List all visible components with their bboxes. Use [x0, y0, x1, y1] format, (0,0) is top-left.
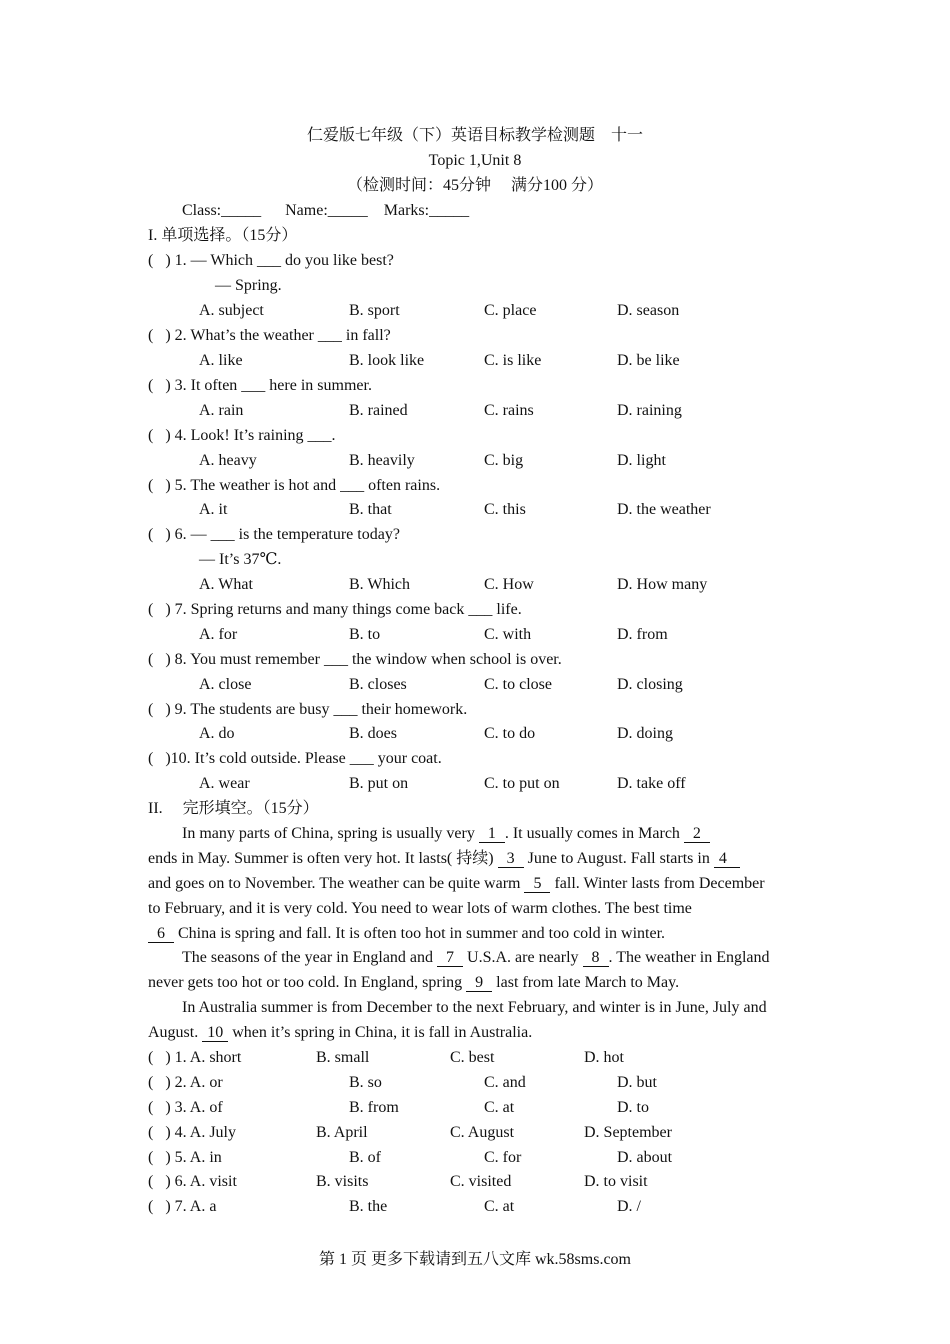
option-a: A. do	[199, 725, 235, 742]
passage-line	[148, 874, 765, 894]
passage-text: The seasons of the year in England and	[182, 949, 438, 966]
passage-text: U.S.A. are nearly	[463, 949, 583, 966]
passage-line	[182, 948, 770, 968]
option-a: A. What	[199, 576, 253, 593]
option-b: B. sport	[349, 302, 400, 319]
option-a: A. rain	[199, 402, 244, 419]
passage-text: ends in May. Summer is often very hot. It lasts( 持续)	[148, 850, 498, 867]
cloze-question-stem: ( ) 1. A. short	[148, 1049, 242, 1066]
option-c: C. this	[484, 501, 526, 518]
option-b: B. visits	[316, 1173, 369, 1190]
question-stem: ( ) 3. It often ___ here in summer.	[148, 377, 372, 394]
blank-7: 7	[437, 949, 463, 967]
passage-line	[148, 1023, 532, 1043]
option-c: C. for	[484, 1149, 522, 1166]
option-b: B. rained	[349, 402, 408, 419]
passage-text: . It usually comes in March	[504, 825, 684, 842]
blank-8: 8	[583, 949, 609, 967]
blank-9: 9	[466, 974, 492, 992]
cloze-question-stem: ( ) 5. A. in	[148, 1149, 222, 1166]
option-d: D. raining	[617, 402, 682, 419]
option-d: D. the weather	[617, 501, 711, 518]
student-info-line: Class:_____ Name:_____ Marks:_____	[182, 202, 470, 219]
option-d: D. about	[617, 1149, 673, 1166]
page-title: 仁爱版七年级（下）英语目标教学检测题 十一	[306, 127, 643, 144]
blank-3: 3	[498, 850, 524, 868]
passage-text: when it’s spring in China, it is fall in Australia.	[228, 1024, 533, 1041]
option-b: B. the	[349, 1198, 388, 1215]
question-stem: ( ) 4. Look! It’s raining ___.	[148, 427, 336, 444]
passage-line	[182, 824, 710, 844]
section1-heading: I. 单项选择。（15分）	[148, 227, 298, 244]
option-d: D. light	[617, 452, 666, 469]
option-d: D. be like	[617, 352, 680, 369]
option-a: A. for	[199, 626, 238, 643]
cloze-question-stem: ( ) 2. A. or	[148, 1074, 223, 1091]
option-b: B. heavily	[349, 452, 415, 469]
option-c: C. at	[484, 1198, 515, 1215]
cloze-question-stem: ( ) 3. A. of	[148, 1099, 223, 1116]
option-c: C. to close	[484, 676, 552, 693]
time-info: （检测时间：45分钟 满分100 分）	[346, 177, 603, 194]
option-d: D. September	[584, 1124, 672, 1141]
section2-heading: II. 完形填空。（15分）	[148, 800, 319, 817]
passage-text: In many parts of China, spring is usually very	[182, 825, 479, 842]
option-b: B. so	[349, 1074, 382, 1091]
passage-text: last from late March to May.	[492, 974, 680, 991]
option-c: C. to put on	[484, 775, 560, 792]
question-stem: ( ) 5. The weather is hot and ___ often rains.	[148, 477, 441, 494]
blank-1: 1	[479, 825, 505, 843]
option-b: B. closes	[349, 676, 407, 693]
option-a: A. like	[199, 352, 243, 369]
question-stem: ( ) 7. Spring returns and many things come back ___ life.	[148, 601, 522, 618]
passage-text: and goes on to November. The weather can be quite warm	[148, 875, 525, 892]
option-d: D. from	[617, 626, 668, 643]
passage-text: fall. Winter lasts from December	[550, 875, 765, 892]
option-a: A. close	[199, 676, 252, 693]
option-d: D. doing	[617, 725, 673, 742]
option-a: A. heavy	[199, 452, 257, 469]
passage-text: In Australia summer is from December to the next February, and winter is in June, July and	[182, 999, 767, 1016]
passage-text: never gets too hot or too cold. In England, spring	[148, 974, 467, 991]
blank-10: 10	[203, 1024, 228, 1041]
passage-text: China is spring and fall. It is often too hot in summer and too cold in winter.	[174, 925, 666, 942]
option-c: C. place	[484, 302, 537, 319]
option-c: C. How	[484, 576, 534, 593]
passage-line	[148, 924, 665, 944]
passage-text: . The weather in England	[608, 949, 770, 966]
option-d: D. How many	[617, 576, 708, 593]
blank-6: 6	[148, 925, 174, 943]
option-d: D. take off	[617, 775, 686, 792]
option-b: B. small	[316, 1049, 370, 1066]
blank-5: 5	[524, 875, 550, 893]
option-d: D. /	[617, 1198, 641, 1215]
option-b: B. that	[349, 501, 392, 518]
cloze-question-stem: ( ) 6. A. visit	[148, 1173, 237, 1190]
option-a: A. it	[199, 501, 228, 518]
cloze-question-stem: ( ) 7. A. a	[148, 1198, 217, 1215]
option-d: D. closing	[617, 676, 683, 693]
option-c: C. at	[484, 1099, 515, 1116]
blank-2: 2	[684, 825, 710, 843]
question-response: — It’s 37℃.	[199, 551, 282, 568]
option-c: C. to do	[484, 725, 536, 742]
question-stem: ( ) 9. The students are busy ___ their homework.	[148, 701, 468, 718]
option-d: D. season	[617, 302, 680, 319]
option-d: D. to visit	[584, 1173, 648, 1190]
option-c: C. with	[484, 626, 532, 643]
cloze-question-stem: ( ) 4. A. July	[148, 1124, 236, 1141]
passage-line	[148, 973, 679, 993]
question-response: — Spring.	[215, 277, 282, 294]
option-b: B. does	[349, 725, 397, 742]
option-d: D. but	[617, 1074, 657, 1091]
page-footer: 第 1 页 更多下载请到五八文库 wk.58sms.com	[318, 1251, 631, 1268]
option-c: C. is like	[484, 352, 542, 369]
option-a: A. subject	[199, 302, 264, 319]
option-c: C. and	[484, 1074, 526, 1091]
passage-text: August.	[148, 1024, 203, 1041]
option-c: C. best	[450, 1049, 495, 1066]
question-stem: ( ) 1. — Which ___ do you like best?	[148, 252, 394, 269]
question-stem: ( ) 8. You must remember ___ the window when school is over.	[148, 651, 562, 668]
option-b: B. of	[349, 1149, 381, 1166]
option-b: B. look like	[349, 352, 425, 369]
option-a: A. wear	[199, 775, 250, 792]
passage-line	[148, 849, 740, 869]
option-c: C. rains	[484, 402, 534, 419]
question-stem: ( )10. It’s cold outside. Please ___ your coat.	[148, 750, 442, 767]
option-b: B. from	[349, 1099, 399, 1116]
option-c: C. big	[484, 452, 524, 469]
option-b: B. put on	[349, 775, 409, 792]
option-c: C. visited	[450, 1173, 512, 1190]
passage-text: June to August. Fall starts in	[523, 850, 714, 867]
passage-text: to February, and it is very cold. You need to wear lots of warm clothes. The best time	[148, 900, 692, 917]
question-stem: ( ) 6. — ___ is the temperature today?	[148, 526, 400, 543]
page-subtitle: Topic 1,Unit 8	[428, 152, 522, 169]
blank-4: 4	[714, 850, 739, 867]
option-b: B. April	[316, 1124, 368, 1141]
option-c: C. August	[450, 1124, 515, 1141]
option-d: D. hot	[584, 1049, 624, 1066]
option-b: B. Which	[349, 576, 411, 593]
option-d: D. to	[617, 1099, 649, 1116]
question-stem: ( ) 2. What’s the weather ___ in fall?	[148, 327, 391, 344]
option-b: B. to	[349, 626, 381, 643]
